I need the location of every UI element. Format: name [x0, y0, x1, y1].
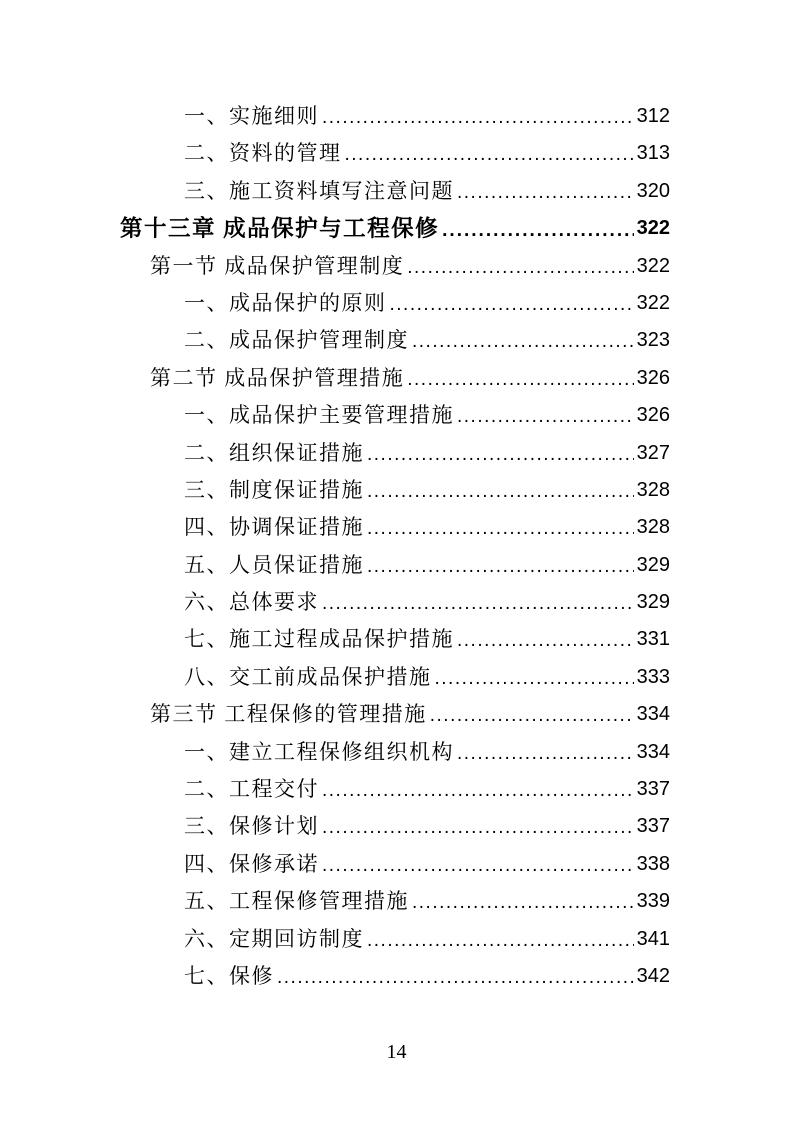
toc-entry-title: 三、保修计划 [184, 814, 319, 839]
toc-dot-leader [367, 435, 634, 472]
toc-entry-title: 三、施工资料填写注意问题 [184, 178, 454, 203]
toc-entry-title: 五、人员保证措施 [184, 552, 364, 577]
toc-entry-title: 五、工程保修管理措施 [184, 889, 409, 914]
toc-entry-title: 一、成品保护的原则 [184, 290, 387, 315]
toc-entry-page-number: 313 [636, 142, 670, 165]
toc-entry-page-number: 329 [636, 591, 670, 614]
toc-dot-leader [367, 547, 634, 584]
toc-entry [120, 210, 670, 247]
toc-entry-page-number: 334 [636, 703, 670, 726]
toc-entry-title: 一、实施细则 [184, 104, 319, 128]
toc-dot-leader [345, 135, 634, 172]
toc-entry [120, 808, 670, 845]
toc-entry [120, 696, 670, 733]
toc-entry-page-number: 337 [636, 778, 670, 801]
toc-entry-page-number: 329 [636, 553, 670, 576]
toc-entry-title: 八、交工前成品保护措施 [184, 664, 432, 689]
toc-entry [120, 883, 670, 920]
toc-entry-title: 六、总体要求 [184, 590, 319, 615]
toc-entry-title: 第十三章 成品保护与工程保修 [120, 216, 440, 242]
toc-dot-leader [457, 734, 634, 771]
toc-entry [120, 135, 670, 172]
toc-dot-leader [322, 584, 634, 621]
toc-entry-title: 四、保修承诺 [184, 851, 319, 876]
toc-entry [120, 584, 670, 621]
toc-entry [120, 285, 670, 322]
toc-entry [120, 435, 670, 472]
toc-entry-page-number: 338 [636, 852, 670, 875]
toc-entry [120, 547, 670, 584]
toc-entry-page-number: 322 [636, 217, 670, 240]
toc-entry [120, 846, 670, 883]
toc-dot-leader [322, 771, 634, 808]
toc-entry [120, 734, 670, 771]
toc-entry-page-number: 326 [636, 404, 670, 427]
toc-entry-page-number: 323 [636, 329, 670, 352]
toc-entry [120, 322, 670, 359]
toc-entry-page-number: 334 [636, 740, 670, 763]
toc-entry [120, 921, 670, 958]
toc-entry-page-number: 326 [636, 366, 670, 389]
page-footer [0, 1041, 793, 1064]
toc-entry-page-number: 327 [636, 441, 670, 464]
toc-entry-page-number: 322 [636, 291, 670, 314]
toc-dot-leader [390, 285, 634, 322]
toc-entry-page-number: 312 [636, 105, 670, 127]
toc-entry [120, 659, 670, 696]
toc-entry-page-number: 341 [636, 927, 670, 950]
toc-entry-page-number: 328 [636, 516, 670, 539]
toc-dot-leader [322, 808, 634, 845]
toc-entry-page-number: 328 [636, 478, 670, 501]
toc-dot-leader [277, 958, 634, 995]
toc-entry [120, 771, 670, 808]
toc-dot-leader [457, 173, 634, 210]
toc-dot-leader [457, 397, 634, 434]
toc-dot-leader [457, 621, 634, 658]
toc-entry [120, 958, 670, 995]
toc-dot-leader [412, 322, 634, 359]
toc-entry-page-number: 337 [636, 815, 670, 838]
toc-entry-page-number: 322 [636, 254, 670, 277]
toc-entry-page-number: 339 [636, 890, 670, 913]
toc-entry-title: 第二节 成品保护管理措施 [150, 365, 405, 390]
toc-dot-leader [322, 846, 634, 883]
toc-entry-title: 六、定期回访制度 [184, 926, 364, 951]
toc-entry [120, 173, 670, 210]
toc-entry-title: 第一节 成品保护管理制度 [150, 253, 405, 278]
toc-dot-leader [435, 659, 634, 696]
toc-entry [120, 360, 670, 397]
toc-entry-title: 七、保修 [184, 963, 274, 988]
toc-entry [120, 621, 670, 658]
toc-entry-page-number: 342 [636, 964, 670, 987]
toc-entry [120, 472, 670, 509]
toc-dot-leader [407, 248, 633, 285]
toc-dot-leader [367, 921, 634, 958]
toc-entry [120, 98, 670, 135]
toc-entry-title: 二、资料的管理 [184, 141, 342, 166]
toc-entry [120, 248, 670, 285]
toc-dot-leader [412, 883, 634, 920]
toc-entry-title: 四、协调保证措施 [184, 515, 364, 540]
toc-entry-title: 七、施工过程成品保护措施 [184, 627, 454, 652]
footer-page-number: 14 [386, 1041, 407, 1063]
toc-dot-leader [407, 360, 633, 397]
toc-entry-title: 一、建立工程保修组织机构 [184, 739, 454, 764]
toc-dot-leader [322, 98, 634, 135]
toc-entry-title: 一、成品保护主要管理措施 [184, 403, 454, 428]
toc-entry-page-number: 333 [636, 665, 670, 688]
toc-entry-title: 三、制度保证措施 [184, 477, 364, 502]
toc-entry [120, 509, 670, 546]
toc-entry [120, 397, 670, 434]
toc-list [120, 98, 670, 995]
toc-entry-title: 二、工程交付 [184, 777, 319, 802]
toc-dot-leader [442, 210, 633, 247]
toc-entry-title: 二、组织保证措施 [184, 440, 364, 465]
toc-dot-leader [367, 509, 634, 546]
toc-entry-title: 二、成品保护管理制度 [184, 328, 409, 353]
toc-dot-leader [367, 472, 634, 509]
toc-entry-page-number: 320 [636, 179, 670, 202]
toc-entry-title: 第三节 工程保修的管理措施 [150, 702, 427, 727]
toc-dot-leader [430, 696, 634, 733]
toc-entry-page-number: 331 [636, 628, 670, 651]
